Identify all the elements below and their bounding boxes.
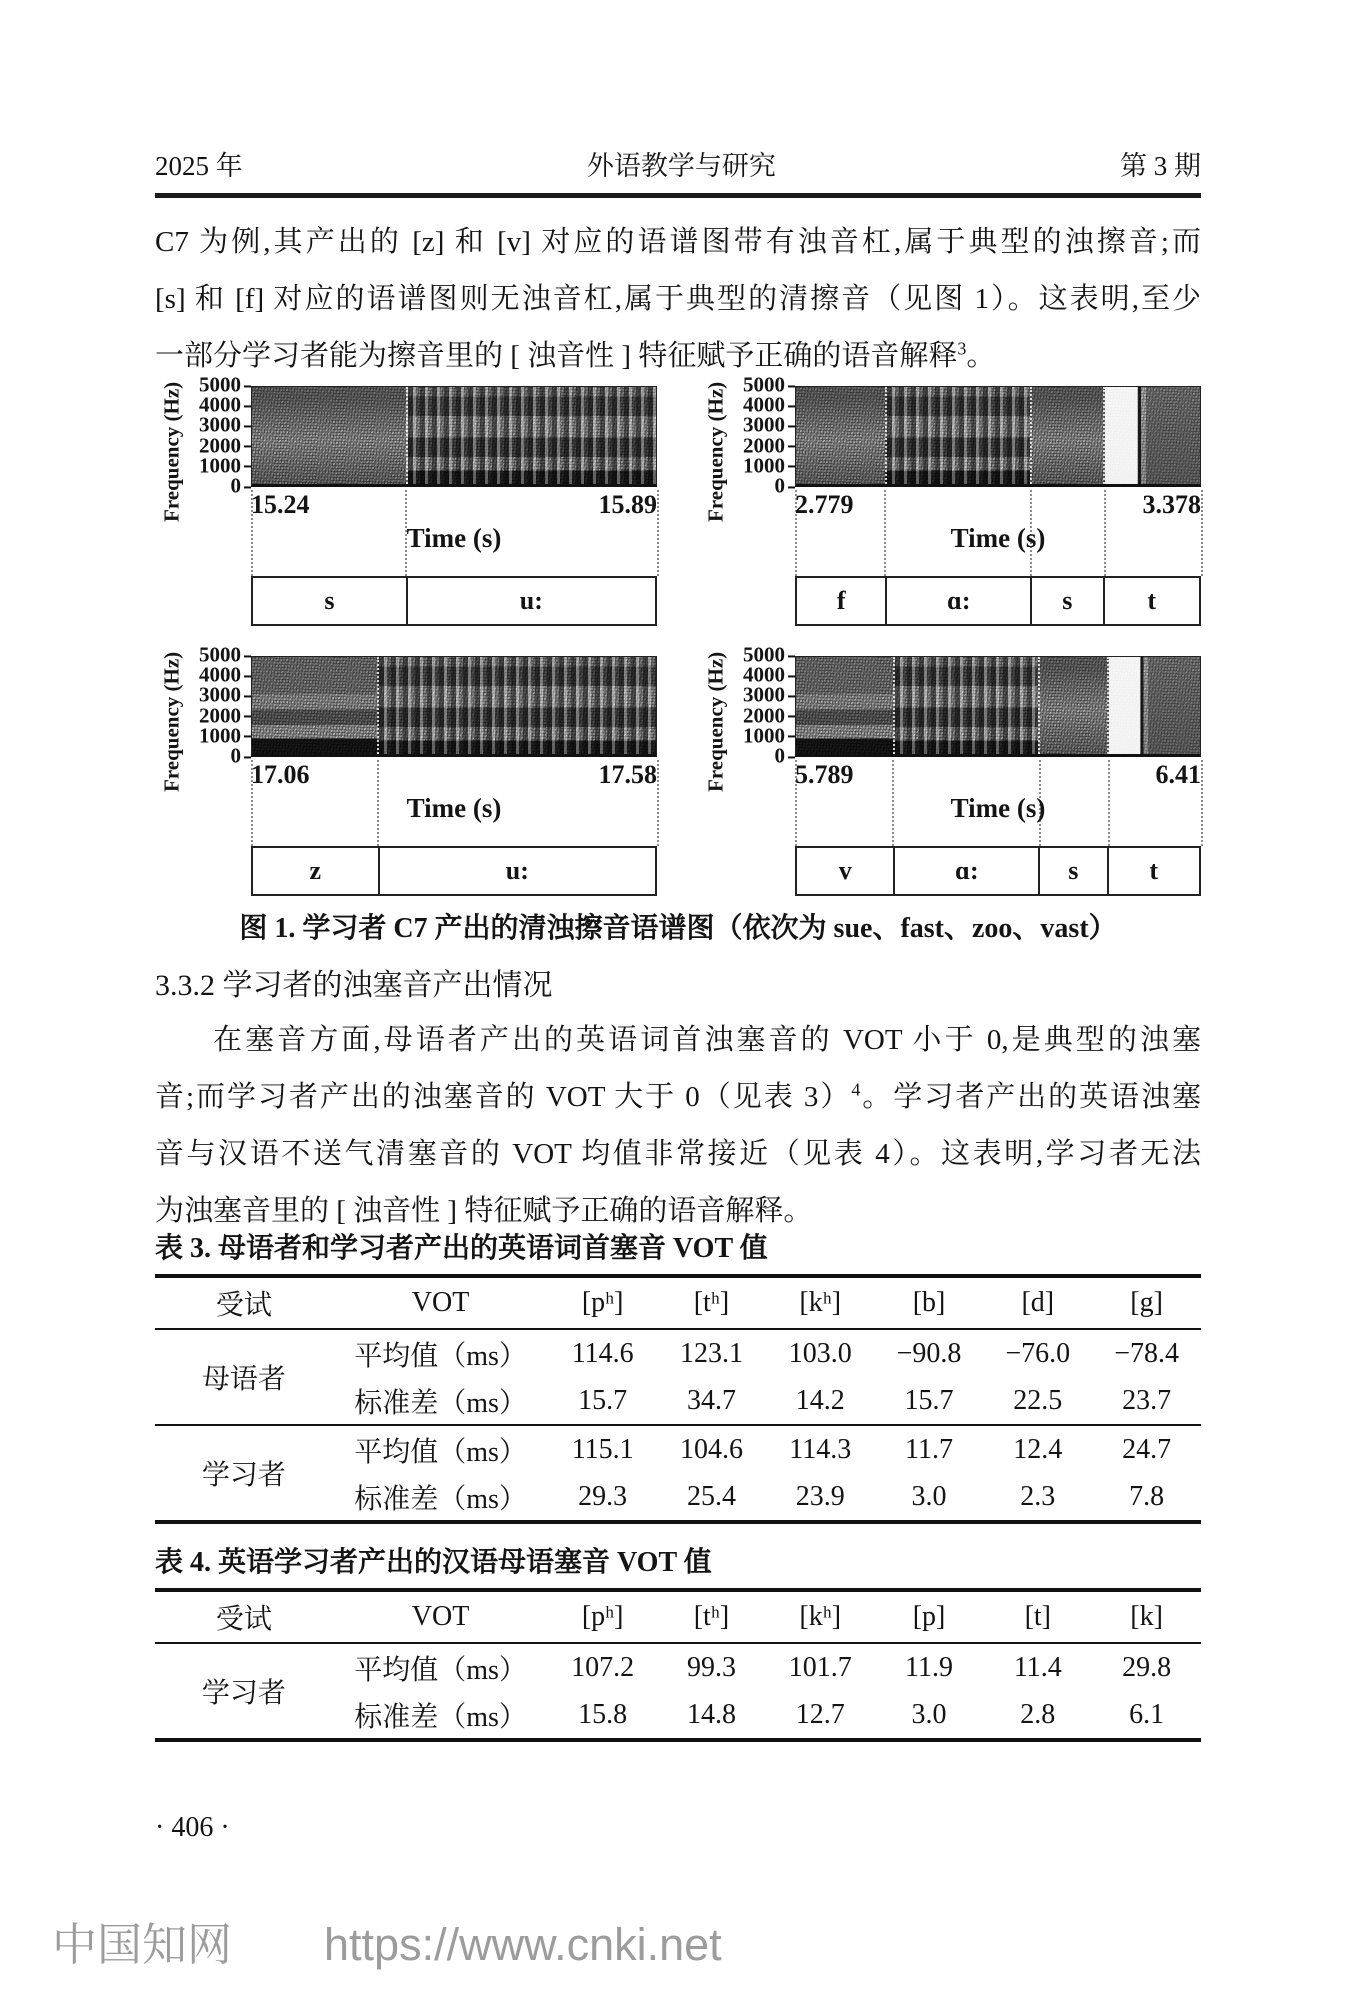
paragraph-line: 音与汉语不送气清塞音的 VOT 均值非常接近（见表 4）。这表明,学习者无法 bbox=[155, 1138, 1201, 1170]
freq-tick-label: 2000 bbox=[743, 703, 785, 728]
spectrogram-plot-area bbox=[251, 656, 657, 896]
col-header-vot: VOT bbox=[333, 1276, 548, 1329]
paragraph-line: 在塞音方面,母语者产出的英语词首浊塞音的 VOT 小于 0,是典型的浊塞 bbox=[213, 1024, 1201, 1056]
spectrogram-segment-f bbox=[796, 387, 885, 484]
time-start-label: 5.789 bbox=[795, 760, 854, 789]
cell-value: 25.4 bbox=[657, 1473, 766, 1522]
segment-label: u: bbox=[378, 848, 655, 894]
figure-1-spectrograms bbox=[155, 372, 1201, 896]
col-header-phone: [pʰ] bbox=[548, 1590, 657, 1643]
cell-value: 12.7 bbox=[766, 1691, 875, 1740]
cell-value: 11.9 bbox=[905, 1651, 953, 1683]
cell-value: 23.7 bbox=[1122, 1384, 1172, 1416]
segment-tier bbox=[795, 576, 1201, 626]
freq-tick-label: 5000 bbox=[743, 372, 785, 397]
time-axis-zone bbox=[251, 490, 657, 576]
cell-value: 114.6 bbox=[571, 1337, 634, 1369]
group-name: 学习者 bbox=[155, 1425, 333, 1522]
freq-tick-label: 0 bbox=[774, 473, 785, 498]
col-header-phone: [t] bbox=[983, 1590, 1092, 1643]
frequency-axis-label: Frequency (Hz) bbox=[159, 651, 184, 793]
cell-value: 11.7 bbox=[875, 1425, 984, 1473]
row-label: 标准差（ms） bbox=[333, 1473, 548, 1522]
time-end-label: 6.41 bbox=[1155, 760, 1201, 789]
spectrogram-image bbox=[251, 386, 657, 487]
cell-value: 114.3 bbox=[766, 1425, 875, 1473]
paragraph-line: C7 为例,其产出的 [z] 和 [v] 对应的语谱图带有浊音杠,属于典型的浊擦音;而 bbox=[155, 226, 1201, 258]
cell-value: 14.8 bbox=[657, 1691, 766, 1740]
segment-tier bbox=[251, 846, 657, 896]
row-label: 平均值（ms） bbox=[333, 1425, 548, 1473]
paragraph-text: 。学习者产出的英语浊塞 bbox=[860, 1081, 1201, 1113]
segment-label: s bbox=[1038, 848, 1106, 894]
row-label: 平均值（ms） bbox=[354, 1654, 527, 1686]
time-end-label: 17.58 bbox=[598, 760, 657, 789]
header-journal-title: 外语教学与研究 bbox=[586, 151, 776, 181]
time-axis-label: Time (s) bbox=[950, 793, 1046, 823]
table-3-block bbox=[155, 1226, 1201, 1524]
vot-table-4 bbox=[155, 1588, 1201, 1742]
col-header-phone: [pʰ] bbox=[548, 1276, 657, 1329]
cell-value: 14.2 bbox=[795, 1384, 845, 1416]
freq-tick-label: 4000 bbox=[199, 392, 241, 417]
time-axis-label: Time (s) bbox=[406, 793, 502, 823]
col-header-phone: [p] bbox=[875, 1590, 984, 1643]
cell-value: 103.0 bbox=[788, 1337, 852, 1369]
cell-value: 15.8 bbox=[548, 1691, 657, 1740]
freq-tick-label: 5000 bbox=[199, 642, 241, 667]
plot-edge-line bbox=[1201, 490, 1203, 576]
time-axis-zone bbox=[795, 490, 1201, 576]
frequency-axis bbox=[155, 642, 251, 793]
cell-value: 7.8 bbox=[1092, 1473, 1201, 1522]
paragraph-line: 为浊塞音里的 [ 浊音性 ] 特征赋予正确的语音解释。 bbox=[155, 1195, 813, 1227]
col-header-subject: 受试 bbox=[155, 1276, 333, 1329]
freq-tick-label: 0 bbox=[230, 473, 241, 498]
body-paragraph-2 bbox=[155, 1012, 1201, 1240]
segment-tier bbox=[795, 846, 1201, 896]
time-start-label: 15.24 bbox=[251, 490, 310, 519]
spectrogram-panel-fast bbox=[699, 372, 1201, 626]
page-header bbox=[155, 144, 1201, 183]
spectrogram-segment-u: bbox=[406, 387, 656, 484]
cell-value: 29.8 bbox=[1122, 1651, 1172, 1683]
spectrogram-plot-area bbox=[795, 386, 1201, 626]
plot-edge-line bbox=[657, 490, 659, 576]
spectrogram-segment-ɑ: bbox=[893, 657, 1038, 754]
plot-edge-line bbox=[657, 760, 659, 846]
freq-tick-label: 4000 bbox=[743, 662, 785, 687]
frequency-axis-label: Frequency (Hz) bbox=[159, 381, 184, 523]
col-header-phone: [tʰ] bbox=[657, 1590, 766, 1643]
spectrogram-segment-ɑ: bbox=[885, 387, 1030, 484]
spectrogram-panel-vast bbox=[699, 642, 1201, 896]
freq-tick-label: 1000 bbox=[199, 723, 241, 748]
col-header-phone: [b] bbox=[875, 1276, 984, 1329]
segment-label: u: bbox=[406, 578, 655, 624]
body-paragraph-1 bbox=[155, 214, 1201, 385]
cell-value: 34.7 bbox=[686, 1384, 736, 1416]
segment-label: z bbox=[309, 856, 322, 885]
paragraph-line: [s] 和 [f] 对应的语谱图则无浊音杠,属于典型的清擦音（见图 1）。这表明,至少 bbox=[155, 283, 1201, 315]
spectrogram-panel-sue bbox=[155, 372, 657, 626]
frequency-ticks bbox=[189, 372, 251, 498]
cell-value: 15.7 bbox=[904, 1384, 954, 1416]
header-year: 2025 年 bbox=[155, 151, 243, 181]
cell-value: 29.3 bbox=[548, 1473, 657, 1522]
freq-tick-label: 2000 bbox=[199, 703, 241, 728]
cell-value: 22.5 bbox=[1013, 1384, 1063, 1416]
freq-tick-label: 2000 bbox=[743, 433, 785, 458]
spectrogram-segment-t bbox=[1107, 657, 1200, 754]
cell-value: −90.8 bbox=[896, 1337, 962, 1369]
segment-label: ɑ: bbox=[885, 578, 1030, 624]
row-label: 标准差（ms） bbox=[354, 1387, 527, 1419]
header-rule bbox=[155, 193, 1201, 198]
segment-label: s bbox=[1030, 578, 1102, 624]
frequency-ticks bbox=[189, 642, 251, 768]
col-header-phone: [k] bbox=[1092, 1590, 1201, 1643]
paragraph-line bbox=[155, 1069, 1201, 1126]
plot-edge-line bbox=[1201, 760, 1203, 846]
frequency-axis bbox=[699, 372, 795, 523]
cell-value: 23.9 bbox=[766, 1473, 875, 1522]
footnote-marker-3: 3 bbox=[957, 338, 967, 359]
spectrogram-panel-zoo bbox=[155, 642, 657, 896]
page-number: · 406 · bbox=[155, 1812, 230, 1843]
cell-value: 104.6 bbox=[657, 1425, 766, 1473]
spectrogram-image bbox=[795, 656, 1201, 757]
freq-tick-label: 1000 bbox=[199, 453, 241, 478]
spectrogram-segment-s bbox=[1038, 657, 1107, 754]
spectrogram-segment-u: bbox=[377, 657, 656, 754]
col-header-phone: [kʰ] bbox=[766, 1590, 875, 1643]
freq-tick-label: 3000 bbox=[199, 412, 241, 437]
time-axis-label: Time (s) bbox=[406, 523, 502, 553]
time-axis-zone bbox=[251, 760, 657, 846]
row-label: 标准差（ms） bbox=[333, 1691, 548, 1740]
spectrogram-segment-v bbox=[796, 657, 893, 754]
cell-value: 3.0 bbox=[875, 1691, 984, 1740]
time-axis-label: Time (s) bbox=[950, 523, 1046, 553]
cell-value: 6.1 bbox=[1092, 1691, 1201, 1740]
freq-tick-label: 5000 bbox=[199, 372, 241, 397]
time-end-label: 15.89 bbox=[598, 490, 657, 519]
spectrogram-segment-t bbox=[1103, 387, 1200, 484]
col-header-phone: [tʰ] bbox=[657, 1276, 766, 1329]
frequency-axis bbox=[699, 642, 795, 793]
group-name: 学习者 bbox=[155, 1643, 333, 1740]
cell-value: 2.3 bbox=[983, 1473, 1092, 1522]
section-heading: 3.3.2 学习者的浊塞音产出情况 bbox=[155, 969, 553, 1002]
group-name: 母语者 bbox=[201, 1364, 286, 1395]
table-row bbox=[155, 1329, 1201, 1377]
cell-value: 2.8 bbox=[983, 1691, 1092, 1740]
freq-tick-label: 0 bbox=[774, 743, 785, 768]
table-3-title: 表 3. 母语者和学习者产出的英语词首塞音 VOT 值 bbox=[155, 1233, 768, 1264]
freq-tick-label: 5000 bbox=[743, 642, 785, 667]
table-4-title: 表 4. 英语学习者产出的汉语母语塞音 VOT 值 bbox=[155, 1547, 712, 1578]
col-header-vot: VOT bbox=[333, 1590, 548, 1643]
segment-label: t bbox=[1107, 848, 1199, 894]
table-row bbox=[155, 1643, 1201, 1691]
cell-value: 12.4 bbox=[983, 1425, 1092, 1473]
freq-tick-label: 3000 bbox=[743, 682, 785, 707]
cell-value: −78.4 bbox=[1114, 1337, 1179, 1369]
table-4-block bbox=[155, 1540, 1201, 1742]
freq-tick-label: 4000 bbox=[743, 392, 785, 417]
frequency-axis-label: Frequency (Hz) bbox=[703, 381, 728, 523]
table-row bbox=[155, 1425, 1201, 1473]
freq-tick-label: 3000 bbox=[199, 682, 241, 707]
footnote-marker-4: 4 bbox=[851, 1079, 861, 1100]
cell-value: 15.7 bbox=[578, 1384, 628, 1416]
segment-tier bbox=[251, 576, 657, 626]
col-header-phone: [d] bbox=[983, 1276, 1092, 1329]
time-start-label: 17.06 bbox=[251, 760, 310, 789]
spectrogram-image bbox=[795, 386, 1201, 487]
freq-tick-label: 1000 bbox=[743, 453, 785, 478]
col-header-phone: [g] bbox=[1092, 1276, 1201, 1329]
cell-value: 107.2 bbox=[571, 1651, 635, 1683]
cell-value: 24.7 bbox=[1092, 1425, 1201, 1473]
col-header-subject: 受试 bbox=[155, 1590, 333, 1643]
freq-tick-label: 1000 bbox=[743, 723, 785, 748]
frequency-axis-label: Frequency (Hz) bbox=[703, 651, 728, 793]
segment-label: f bbox=[836, 586, 846, 615]
cell-value: 123.1 bbox=[679, 1337, 743, 1369]
cnki-logo-text: 中国知网 bbox=[52, 1919, 233, 1970]
header-issue-number: 第 3 期 bbox=[1120, 151, 1201, 181]
frequency-ticks bbox=[733, 642, 795, 768]
cnki-url: https://www.cnki.net bbox=[324, 1919, 722, 1970]
table-header-row bbox=[155, 1276, 1201, 1329]
vot-table-3 bbox=[155, 1274, 1201, 1524]
time-axis-zone bbox=[795, 760, 1201, 846]
paragraph-text: 音;而学习者产出的浊塞音的 VOT 大于 0（见表 3） bbox=[155, 1081, 852, 1113]
row-label: 平均值（ms） bbox=[354, 1340, 527, 1372]
spectrogram-plot-area bbox=[251, 386, 657, 626]
cell-value: 99.3 bbox=[686, 1651, 736, 1683]
table-header-row bbox=[155, 1590, 1201, 1643]
frequency-axis bbox=[155, 372, 251, 523]
segment-label: ɑ: bbox=[893, 848, 1038, 894]
spectrogram-image bbox=[251, 656, 657, 757]
paragraph-line bbox=[155, 328, 1201, 385]
segment-label: v bbox=[838, 856, 852, 885]
paragraph-text: 一部分学习者能为擦音里的 [ 浊音性 ] 特征赋予正确的语音解释 bbox=[155, 340, 958, 372]
cnki-watermark bbox=[52, 1908, 722, 1973]
freq-tick-label: 4000 bbox=[199, 662, 241, 687]
cell-value: 101.7 bbox=[788, 1651, 852, 1683]
freq-tick-label: 0 bbox=[230, 743, 241, 768]
spectrogram-segment-s bbox=[1030, 387, 1103, 484]
spectrogram-segment-z bbox=[252, 657, 377, 754]
segment-label: s bbox=[324, 586, 335, 615]
spectrogram-plot-area bbox=[795, 656, 1201, 896]
segment-label: t bbox=[1103, 578, 1199, 624]
spectrogram-segment-s bbox=[252, 387, 406, 484]
cell-value: 3.0 bbox=[875, 1473, 984, 1522]
paragraph-text: 。 bbox=[966, 340, 996, 372]
col-header-phone: [kʰ] bbox=[766, 1276, 875, 1329]
time-start-label: 2.779 bbox=[795, 490, 854, 519]
cell-value: −76.0 bbox=[1005, 1337, 1071, 1369]
freq-tick-label: 3000 bbox=[743, 412, 785, 437]
cell-value: 11.4 bbox=[1013, 1651, 1062, 1683]
cell-value: 115.1 bbox=[548, 1425, 657, 1473]
time-end-label: 3.378 bbox=[1142, 490, 1201, 519]
freq-tick-label: 2000 bbox=[199, 433, 241, 458]
figure-caption: 图 1. 学习者 C7 产出的清浊擦音语谱图（依次为 sue、fast、zoo、vast） bbox=[239, 913, 1117, 944]
frequency-ticks bbox=[733, 372, 795, 498]
